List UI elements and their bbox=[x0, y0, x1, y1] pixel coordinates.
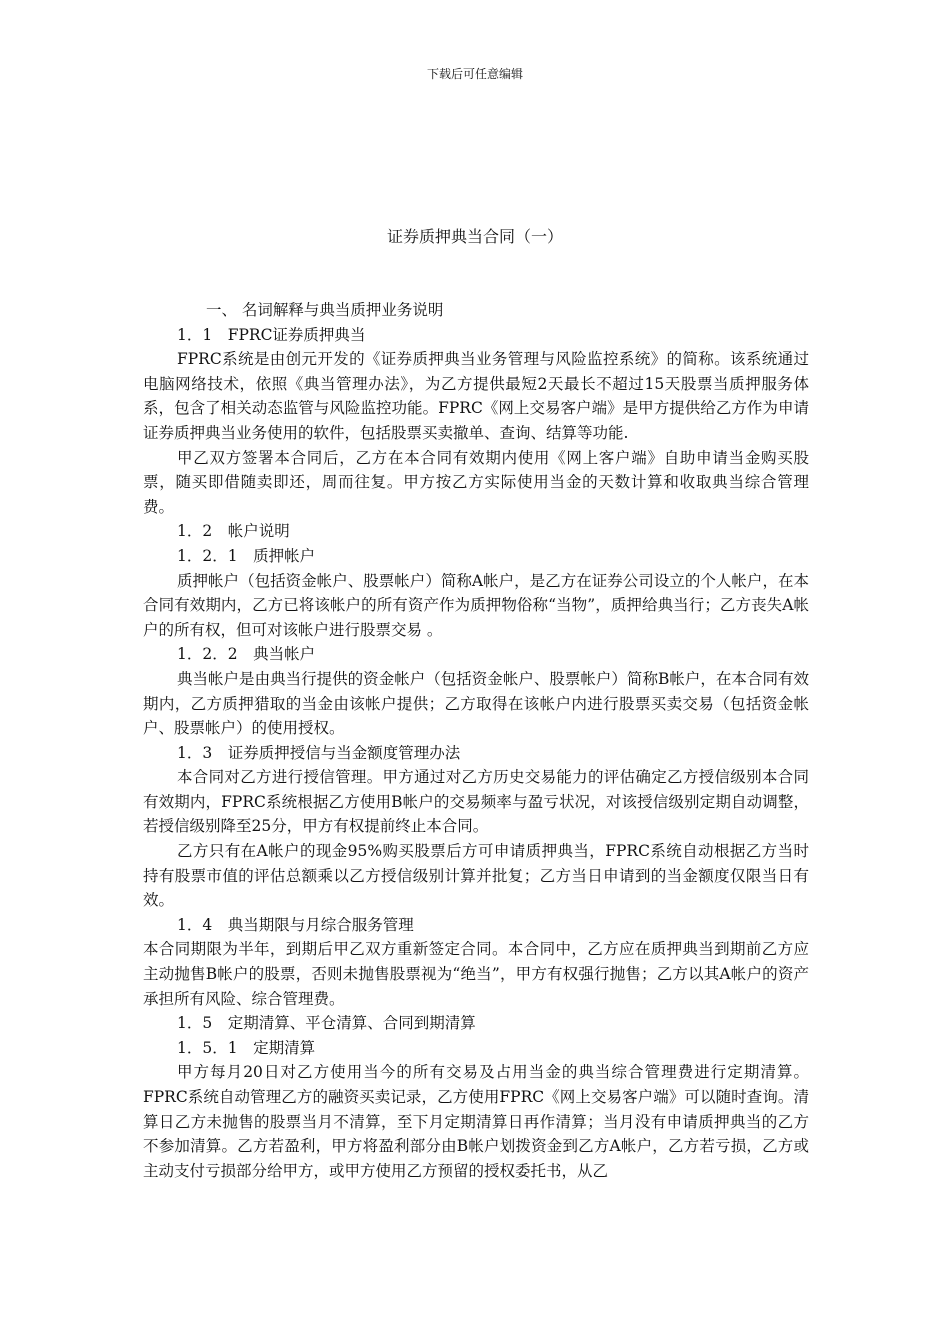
subsection-heading: 1．5 定期清算、平仓清算、合同到期清算 bbox=[177, 1014, 476, 1033]
body-paragraph: 典当帐户是由典当行提供的资金帐户（包括资金帐户、股票帐户）简称B帐户，在本合同有效期内，乙方质押猎取的当金由该帐户提供；乙方取得在该帐户内进行股票买卖交易（包括资金帐户、股票帐户）的使用授权。 bbox=[143, 669, 809, 738]
subsection-heading: 1．1 FPRC证券质押典当 bbox=[177, 325, 366, 344]
subsection-heading: 1．3 证券质押授信与当金额度管理办法 bbox=[177, 743, 461, 762]
subsection-heading: 1．2．1 质押帐户 bbox=[177, 546, 316, 565]
body-paragraph: 甲方每月20日对乙方使用当今的所有交易及占用当金的典当综合管理费进行定期清算。FPRC系统自动管理乙方的融资买卖记录，乙方使用FPRC《网上交易客户端》可以随时查询。清算日乙方未抛售的股票当月不清算，至下月定期清算日再作清算；当月没有申请质押典当的乙方不参加清算。乙方若盈利，甲方将盈利部分由B帐户划拨资金到乙方A帐户，乙方若亏损，乙方或主动支付亏损部分给甲方，或甲方使用乙方预留的授权委托书，从乙 bbox=[143, 1063, 809, 1180]
subsection-heading: 1．4 典当期限与月综合服务管理 bbox=[177, 915, 414, 934]
subsection-heading: 1．5．1 定期清算 bbox=[177, 1038, 316, 1057]
document-title: 证券质押典当合同（一） bbox=[386, 227, 563, 246]
body-paragraph: 质押帐户（包括资金帐户、股票帐户）简称A帐户，是乙方在证券公司设立的个人帐户，在本合同有效期内，乙方已将该帐户的所有资产作为质押物俗称“当物”，质押给典当行；乙方丧失A帐户的所有权，但可对该帐户进行股票交易 。 bbox=[143, 571, 809, 639]
section-heading: 一、 名词解释与典当质押业务说明 bbox=[206, 301, 444, 319]
body-paragraph: 甲乙双方签署本合同后，乙方在本合同有效期内使用《网上客户端》自助申请当金购买股票，随买即借随卖即还，周而往复。甲方按乙方实际使用当金的天数计算和收取典当综合管理费。 bbox=[143, 448, 809, 516]
body-paragraph: 本合同期限为半年，到期后甲乙双方重新签定合同。本合同中，乙方应在质押典当到期前乙方应主动抛售B帐户的股票，否则未抛售股票视为“绝当”，甲方有权强行抛售；乙方以其A帐户的资产承担所有风险、综合管理费。 bbox=[143, 940, 809, 1008]
body-paragraph: 本合同对乙方进行授信管理。甲方通过对乙方历史交易能力的评估确定乙方授信级别本合同有效期内，FPRC系统根据乙方使用B帐户的交易频率与盈亏状况，对该授信级别定期自动调整，若授信级别降至25分，甲方有权提前终止本合同。 bbox=[143, 768, 809, 836]
subsection-heading: 1．2 帐户说明 bbox=[177, 522, 290, 541]
document-body bbox=[143, 298, 809, 1183]
subsection-heading: 1．2．2 典当帐户 bbox=[177, 645, 316, 664]
body-paragraph: 乙方只有在A帐户的现金95%购买股票后方可申请质押典当，FPRC系统自动根据乙方当时持有股票市值的评估总额乘以乙方授信级别计算并批复；乙方当日申请到的当金额度仅限当日有效。 bbox=[143, 842, 809, 910]
body-paragraph: FPRC系统是由创元开发的《证券质押典当业务管理与风险监控系统》的简称。该系统通过电脑网络技术，依照《典当管理办法》，为乙方提供最短2天最长不超过15天股票当质押服务体系，包含了相关动态监管与风险监控功能。FPRC《网上交易客户端》是甲方提供给乙方作为申请证券质押典当业务使用的软件，包括股票买卖撤单、查询、结算等功能. bbox=[143, 350, 809, 442]
page-header: 下载后可任意编辑 bbox=[426, 67, 523, 81]
